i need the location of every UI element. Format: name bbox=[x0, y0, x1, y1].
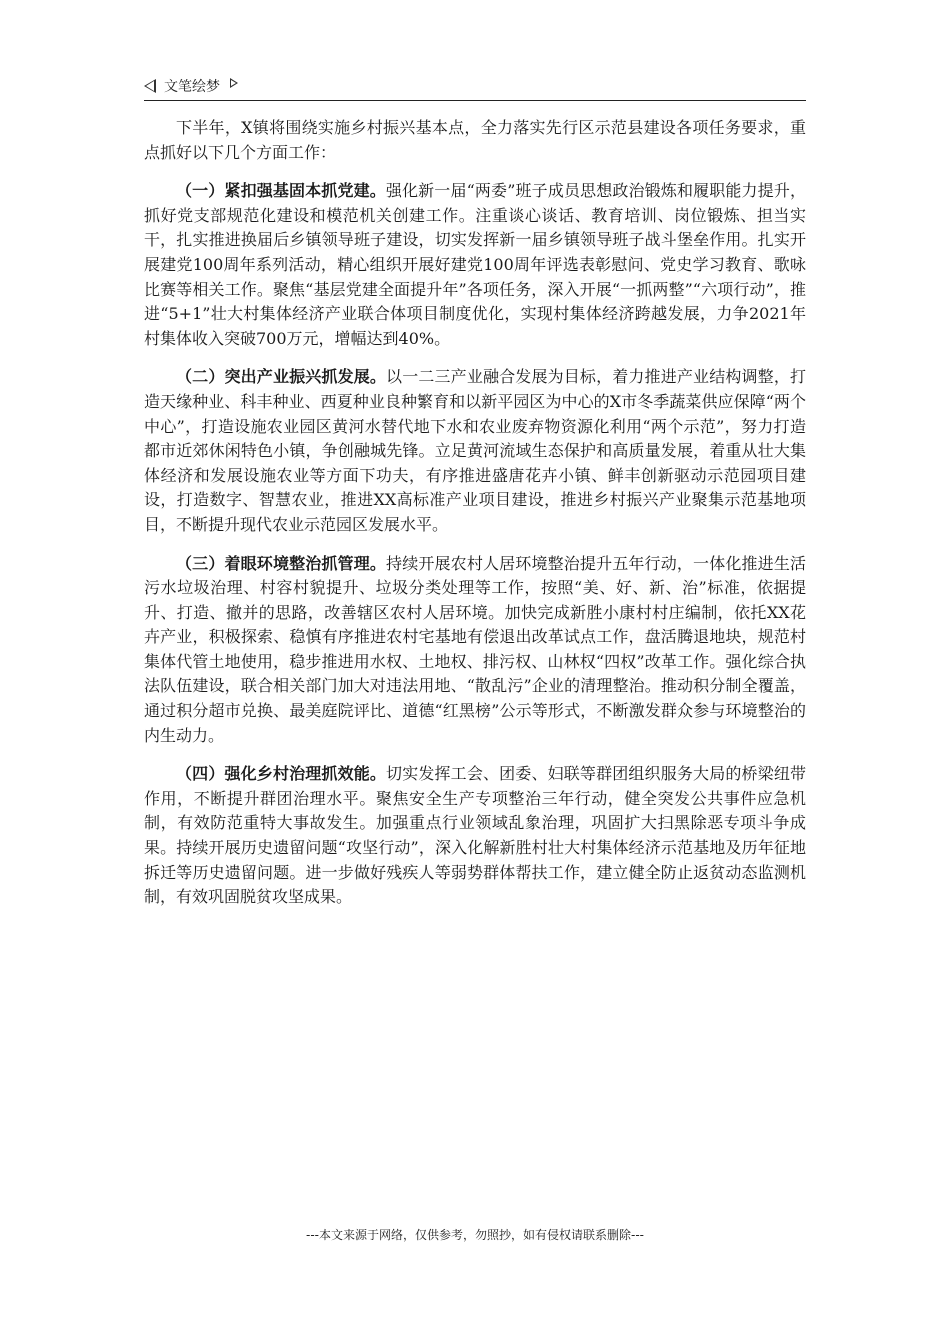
paragraph-intro bbox=[144, 116, 806, 165]
paragraph-industry bbox=[144, 365, 806, 537]
paragraph-text: 切实发挥工会、团委、妇联等群团组织服务大局的桥梁纽带作用，不断提升群团治理水平。聚焦安全生产专项整治三年行动，健全突发公共事件应急机制，有效防范重特大事故发生。加强重点行业领域乱象治理，巩固扩大扫黑除恶专项斗争成果。持续开展历史遗留问题“攻坚行动”，深入化解新胜村壮大村集体经济示范基地及历年征地拆迁等历史遗留问题。进一步做好残疾人等弱势群体帮扶工作，建立健全防止返贫动态监测机制，有效巩固脱贫攻坚成果。 bbox=[144, 764, 806, 907]
header-brand: 文笔绘梦 bbox=[164, 79, 220, 95]
paragraph-party-building bbox=[144, 179, 806, 351]
page-header bbox=[144, 72, 806, 101]
paragraph-text: 强化新一届“两委”班子成员思想政治锻炼和履职能力提升，抓好党支部规范化建设和模范机关创建工作。注重谈心谈话、教育培训、岗位锻炼、担当实干，扎实推进换届后乡镇领导班子建设，切实发挥新一届乡镇领导班子战斗堡垒作用。扎实开展建党100周年系列活动，精心组织开展好建党100周年评选表彰慰问、党史学习教育、歌咏比赛等相关工作。聚焦“基层党建全面提升年”各项任务，深入开展“一抓两整”“六项行动”，推进“5+1”壮大村集体经济产业联合体项目制度优化，实现村集体经济跨越发展，力争2021年村集体收入突破700万元，增幅达到40%。 bbox=[144, 181, 806, 348]
paragraph-heading: （一）紧扣强基固本抓党建。 bbox=[176, 181, 386, 201]
paragraph-text: 以一二三产业融合发展为目标，着力推进产业结构调整，打造天缘种业、科丰种业、西夏种业良种繁育和以新平园区为中心的X市冬季蔬菜供应保障“两个中心”，打造设施农业园区黄河水替代地下水和农业废弃物资源化利用“两个示范”，努力打造都市近郊休闲特色小镇，争创融城先锋。立足黄河流域生态保护和高质量发展，着重从壮大集体经济和发展设施农业等方面下功夫，有序推进盛唐花卉小镇、鲜丰创新驱动示范园项目建设，打造数字、智慧农业，推进XX高标准产业项目建设，推进乡村振兴产业聚集示范基地项目，不断提升现代农业示范园区发展水平。 bbox=[144, 367, 806, 534]
paragraph-heading: （二）突出产业振兴抓发展。 bbox=[176, 367, 387, 387]
paragraph-environment bbox=[144, 552, 806, 749]
triangle-left-icon bbox=[144, 79, 156, 93]
paragraph-text: 下半年，X镇将围绕实施乡村振兴基本点，全力落实先行区示范县建设各项任务要求，重点抓好以下几个方面工作： bbox=[144, 118, 806, 162]
paragraph-text: 持续开展农村人居环境整治提升五年行动，一体化推进生活污水垃圾治理、村容村貌提升、垃圾分类处理等工作，按照“美、好、新、治”标准，依据提升、打造、撤并的思路，改善辖区农村人居环境。加快完成新胜小康村村庄编制，依托XX花卉产业，积极探索、稳慎有序推进农村宅基地有偿退出改革试点工作，盘活腾退地块，规范村集体代管土地使用，稳步推进用水权、土地权、排污权、山林权“四权”改革工作。强化综合执法队伍建设，联合相关部门加大对违法用地、“散乱污”企业的清理整治。推动积分制全覆盖，通过积分超市兑换、最美庭院评比、道德“红黑榜”公示等形式，不断激发群众参与环境整治的内生动力。 bbox=[144, 553, 806, 745]
document-body bbox=[144, 116, 806, 924]
paragraph-heading: （四）强化乡村治理抓效能。 bbox=[176, 764, 387, 784]
paragraph-governance bbox=[144, 762, 806, 910]
footer-notice: ---本文来源于网络，仅供参考，勿照抄，如有侵权请联系删除--- bbox=[306, 1228, 644, 1242]
paragraph-heading: （三）着眼环境整治抓管理。 bbox=[176, 553, 387, 573]
triangle-right-icon bbox=[230, 78, 238, 88]
